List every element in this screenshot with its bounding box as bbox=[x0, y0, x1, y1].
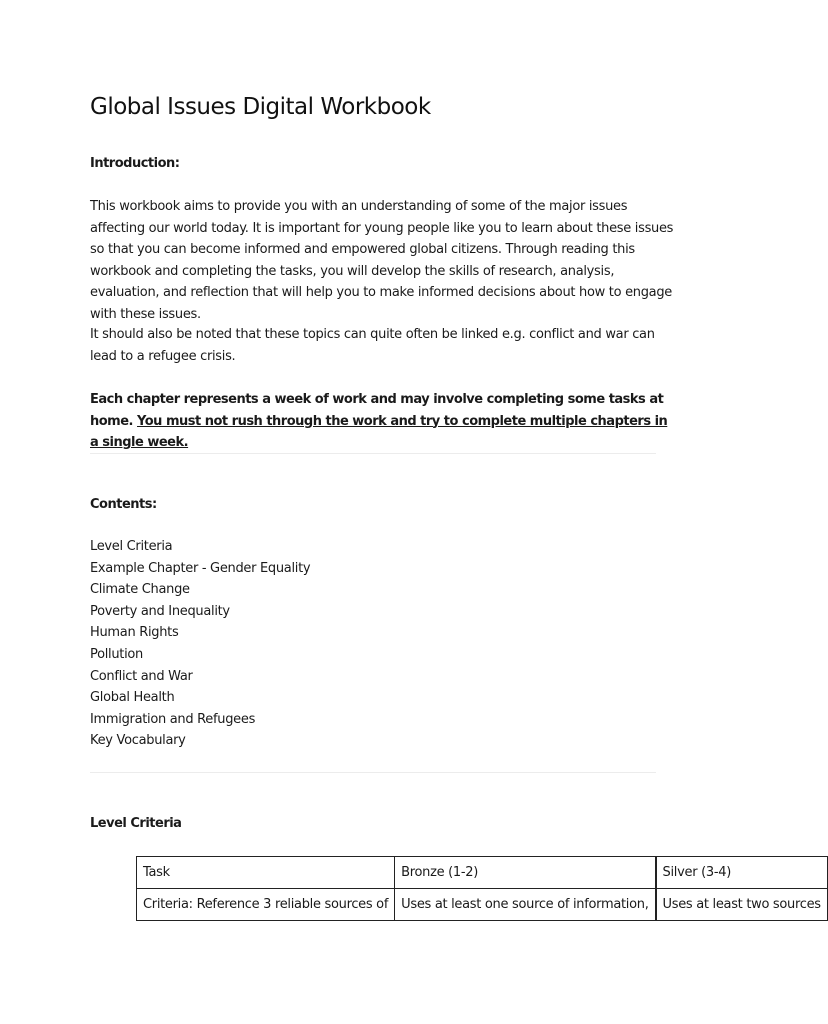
table-header-cell: Silver (3-4) bbox=[656, 857, 828, 889]
level-criteria-heading: Level Criteria bbox=[90, 816, 182, 831]
contents-item-immigration-refugees[interactable]: Immigration and Refugees bbox=[90, 711, 256, 727]
contents-item-poverty-inequality[interactable]: Poverty and Inequality bbox=[90, 603, 230, 619]
contents-item-level-criteria[interactable]: Level Criteria bbox=[90, 539, 173, 554]
introduction-paragraph-2: It should also be noted that these topics can quite often be linked e.g. conflict and war can lead to a refugee crisis. bbox=[90, 327, 655, 364]
contents-item-gender-equality[interactable]: Example Chapter - Gender Equality bbox=[90, 560, 311, 576]
introduction-heading: Introduction: bbox=[90, 156, 180, 171]
contents-item-global-health[interactable]: Global Health bbox=[90, 690, 175, 706]
contents-item-key-vocabulary[interactable]: Key Vocabulary bbox=[90, 733, 186, 749]
notice-underlined-text: You must not rush through the work and try to complete multiple chapters in a single week. bbox=[90, 413, 668, 450]
contents-item-pollution[interactable]: Pollution bbox=[90, 646, 143, 662]
contents-item-human-rights[interactable]: Human Rights bbox=[90, 625, 179, 641]
table-header-row bbox=[137, 857, 828, 889]
table-cell: Uses at least one source of information, bbox=[395, 889, 656, 921]
notice-bold-text: Each chapter represents a week of work and may involve completing some tasks at home. bbox=[90, 392, 664, 429]
table-cell: Uses at least two sources bbox=[656, 889, 828, 921]
table-header-cell: Task bbox=[137, 857, 395, 889]
table-header-cell: Bronze (1-2) bbox=[395, 857, 656, 889]
page-title: Global Issues Digital Workbook bbox=[90, 94, 431, 120]
level-criteria-table bbox=[136, 856, 828, 921]
contents-item-conflict-war[interactable]: Conflict and War bbox=[90, 668, 193, 684]
introduction-paragraph-1: This workbook aims to provide you with an understanding of some of the major issues affecting our world today. It is important for young people like you to learn about these issues so that you can become informed and empowered global citizens. Through reading this workbook and completing the tasks, you will develop the skills of research, analysis, evaluation, and reflection that will help you to make informed decisions about how to engage with these issues. bbox=[90, 199, 674, 322]
contents-item-climate-change[interactable]: Climate Change bbox=[90, 582, 190, 598]
contents-heading: Contents: bbox=[90, 497, 157, 512]
table-cell: Criteria: Reference 3 reliable sources of bbox=[137, 889, 395, 921]
table-row bbox=[137, 889, 828, 921]
